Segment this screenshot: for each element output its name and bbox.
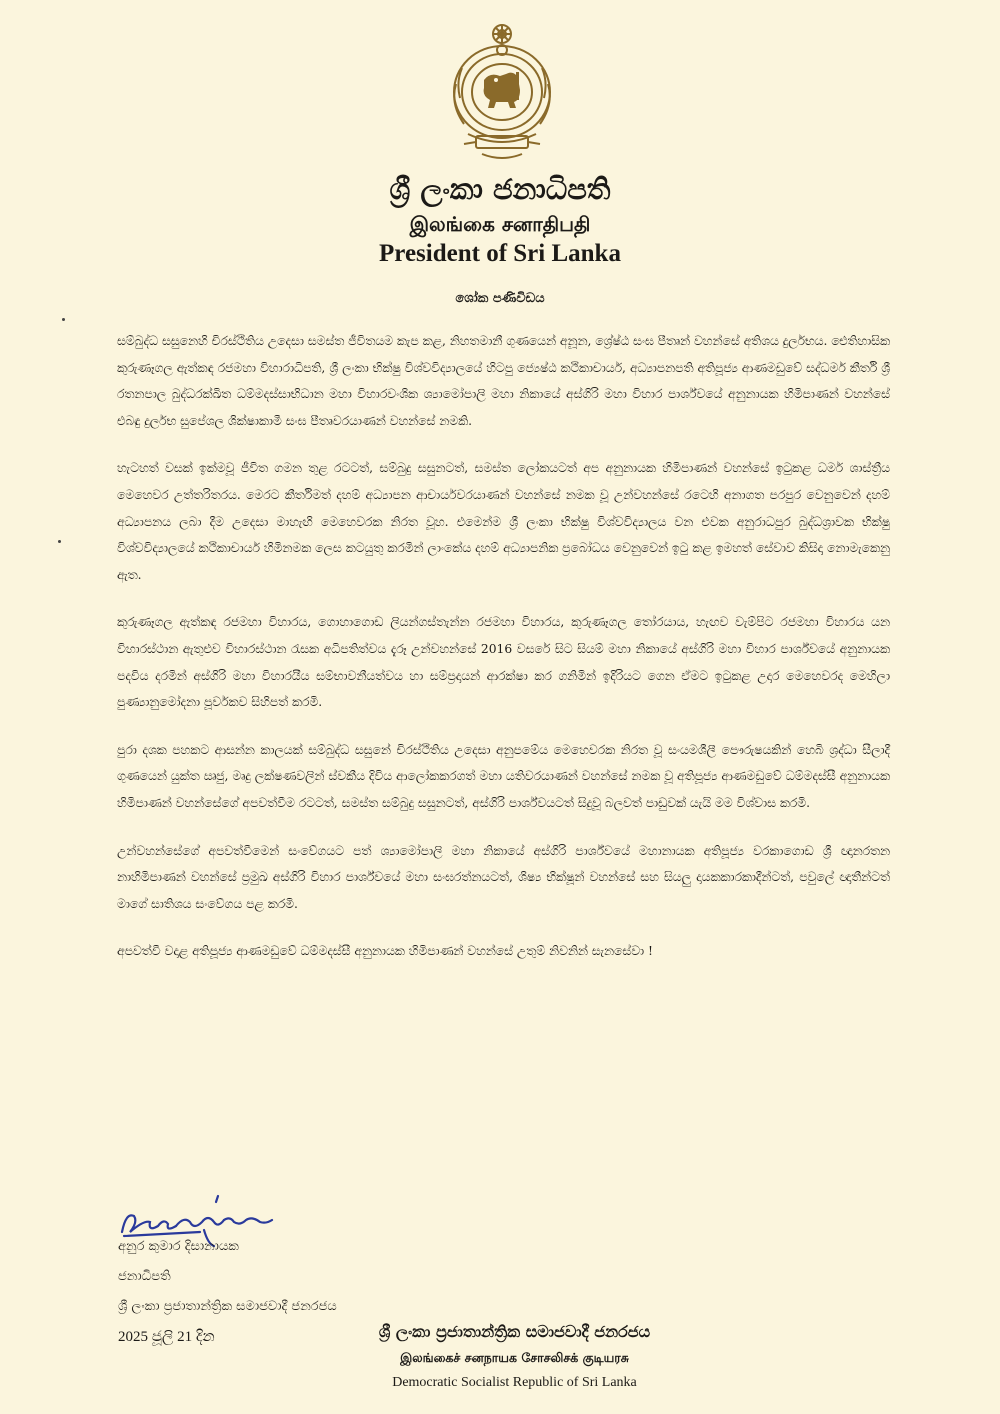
footer-tamil: இலங்கைச் சனநாயக சோசலிசக் குடியரசு	[400, 1350, 629, 1365]
signatory-name: අනුර කුමාර දිසානායක	[118, 1239, 239, 1254]
body-paragraph-4: පුරා දශක පහකට ආසන්න කාලයක් සම්බුද්ධ සසුනේ චිරස්ථිතිය උදෙසා අනුපමේය මෙහෙවරක නිරත වූ සංයමශීලී පෞරුෂයකින් හෙබි ශ්‍රද්ධා සීලාදී ගුණයෙන් යුක්ත ඍජු, මෘදු ලක්ෂණවලින් ස්වකීය දිවිය ආලෝකකරගත් මහා යතිවරයාණන් වහන්සේ නමක වූ අතිපූජ්‍ය ආණමඩුවේ ධම්මදස්සී අනුනායක හිමිපාණන් වහන්සේගේ අපවත්වීම රටටත්, සමස්ත සම්බුදු සසුනටත්, අස්ගිරි පාර්ශ්වයටත් සිදුවූ බලවත් පාඩුවක් යැයි මම විශ්වාස කරමි.	[117, 742, 890, 810]
body-paragraph-3: කුරුණෑගල ඇත්කඳ රජමහා විහාරය, ගොහාගොඩ ලියන්ගස්තැන්න රජමහා විහාරය, කුරුණෑගල තෝරයාය, හැඟව වැම්පිට රජමහා විහාරය යන විහාරස්ථාන ඇතුළුව විහාරස්ථාන රැසක අධිපතිත්වය දැරූ උන්වහන්සේ 2016 වසරේ සිට සියම් මහා නිකායේ අස්ගිරි මහා විහාර පාර්ශ්වයේ අනුනායක පදවිය දරමින් අස්ගිරි මහා විහාරයීය සම්භාවනීයත්වය හා සම්ප්‍රදායන් ආරක්ෂා කර ගනිමින් ඉදිරියට ගෙන ඒමට ඉටුකළ උදාර මෙහෙවරද මෙහිලා පුණ්‍යානුමෝදනා පූර්වකව සිහිපත් කරමි.	[117, 615, 890, 710]
body-paragraph-6: අපවත්වී වදාළ අතිපූජ්‍ය ආණමඩුවේ ධම්මදස්සී අනුනායක හිමිපාණන් වහන්සේ උතුම් නිවනින් සැනසේවා !	[117, 944, 653, 959]
footer-english: Democratic Socialist Republic of Sri Lanka	[392, 1375, 637, 1390]
letter-date: 2025 ජූලි 21 දින	[118, 1329, 215, 1345]
body-paragraph-2: හැටහත් වසක් ඉක්මවූ ජීවිත ගමන තුළ රටටත්, සම්බුදු සසුනටත්, සමස්ත ලෝකයටත් අප අනුනායක හිමිපාණන් වහන්සේ ඉටුකළ ධර්ම ශාස්ත්‍රීය මෙහෙවර උත්තරිතරය. මෙරට කීර්තිමත් දහම් අධ්‍යාපන ආචාර්යවරයාණන් වහන්සේ නමක වූ උන්වහන්සේ රටෙහි අනාගත පරපුර වෙනුවෙන් දහම් අධ්‍යාපනය ලබා දීම උදෙසා මාහැඟි මෙහෙවරක නිරත වූහ. එමෙන්ම ශ්‍රී ලංකා භික්ෂු විශ්වවිද්‍යාලය වන එවක අනුරාධපුර බුද්ධශ්‍රාවක භික්ෂු විශ්වවිද්‍යාලයේ කථිකාචාර්ය හිමිනමක ලෙස කටයුතු කරමින් ලාංකේය දහම් අධ්‍යාපනික ප්‍රබෝධය වෙනුවෙන් ඉටු කළ ඉමහත් සේවාව කිසිදා නොමැකෙනු ඇත.	[117, 461, 890, 582]
title-tamil: இலங்கை சனாதிபதி	[409, 212, 591, 236]
signatory-country: ශ්‍රී ලංකා ප්‍රජාතාන්ත්‍රික සමාජවාදී ජනරජය	[118, 1299, 337, 1314]
signatory-title: ජනාධිපති	[118, 1269, 171, 1284]
letter-subject: ශෝක පණිවිඩය	[455, 291, 545, 306]
footer-sinhala: ශ්‍රී ලංකා ප්‍රජාතාන්ත්‍රික සමාජවාදී ජනරජය	[378, 1322, 651, 1341]
body-paragraph-5: උන්වහන්සේගේ අපවත්වීමෙන් සංවේගයට පත් ශ්‍යාමෝපාලි මහා නිකායේ අස්ගිරි පාර්ශ්වයේ මහානායක අතිපූජ්‍ය වරකාගොඩ ශ්‍රී ඥානරතන නාහිමිපාණන් වහන්සේ ප්‍රමුඛ අස්ගිරි විහාර පාර්ශ්වයේ මහා සංඝරත්නයටත්, ශිෂ්‍ය භික්ෂූන් වහන්සේ සහ සියලු දායකකාරකාදීන්ටත්, පවුලේ ඥාතීන්ටත් මාගේ සාතිශය සංවේගය පළ කරමි.	[117, 843, 890, 911]
title-sinhala: ශ්‍රී ලංකා ජනාධිපති	[389, 172, 611, 206]
body-paragraph-1: සම්බුද්ධ සසුනෙහි චිරස්ථිතිය උදෙසා සමස්ත ජීවිතයම කැප කළ, නිහතමානී ගුණයෙන් අනූන, ශ්‍රේෂ්ඨ සංඝ පීතෘන් වහන්සේ අතිශය දුර්ලභය. ඓතිහාසික කුරුණෑගල ඇත්කඳ රජමහා විහාරාධිපති, ශ්‍රී ලංකා භික්ෂු විශ්වවිද්‍යාලයේ හිටපු ජ්‍යෙෂ්ඨ කථිකාචාර්ය, අධ්‍යාපනපති අතිපූජ්‍ය ආණමඩුවේ සද්ධර්ම කීර්ති ශ්‍රී රතනපාල බුද්ධරක්ඛිත ධම්මදස්සාභිධාන මහා විහාරවංශික ශ්‍යාමෝපාලි මහා නිකායේ අස්ගිරි මහා විහාර පාර්ශ්වයේ අනුනායක හිමිපාණන් වහන්සේ එබඳු දුර්ලභ සුපේශල ශික්ෂාකාමී සංඝ පීතෘවරයාණන් වහන්සේ නමකි.	[117, 334, 890, 428]
title-english: President of Sri Lanka	[379, 240, 621, 267]
letter-body	[117, 328, 890, 986]
paper-speck	[62, 318, 65, 321]
paper-speck	[58, 540, 61, 543]
signature-block	[118, 1232, 337, 1352]
national-emblem-icon	[446, 14, 558, 162]
